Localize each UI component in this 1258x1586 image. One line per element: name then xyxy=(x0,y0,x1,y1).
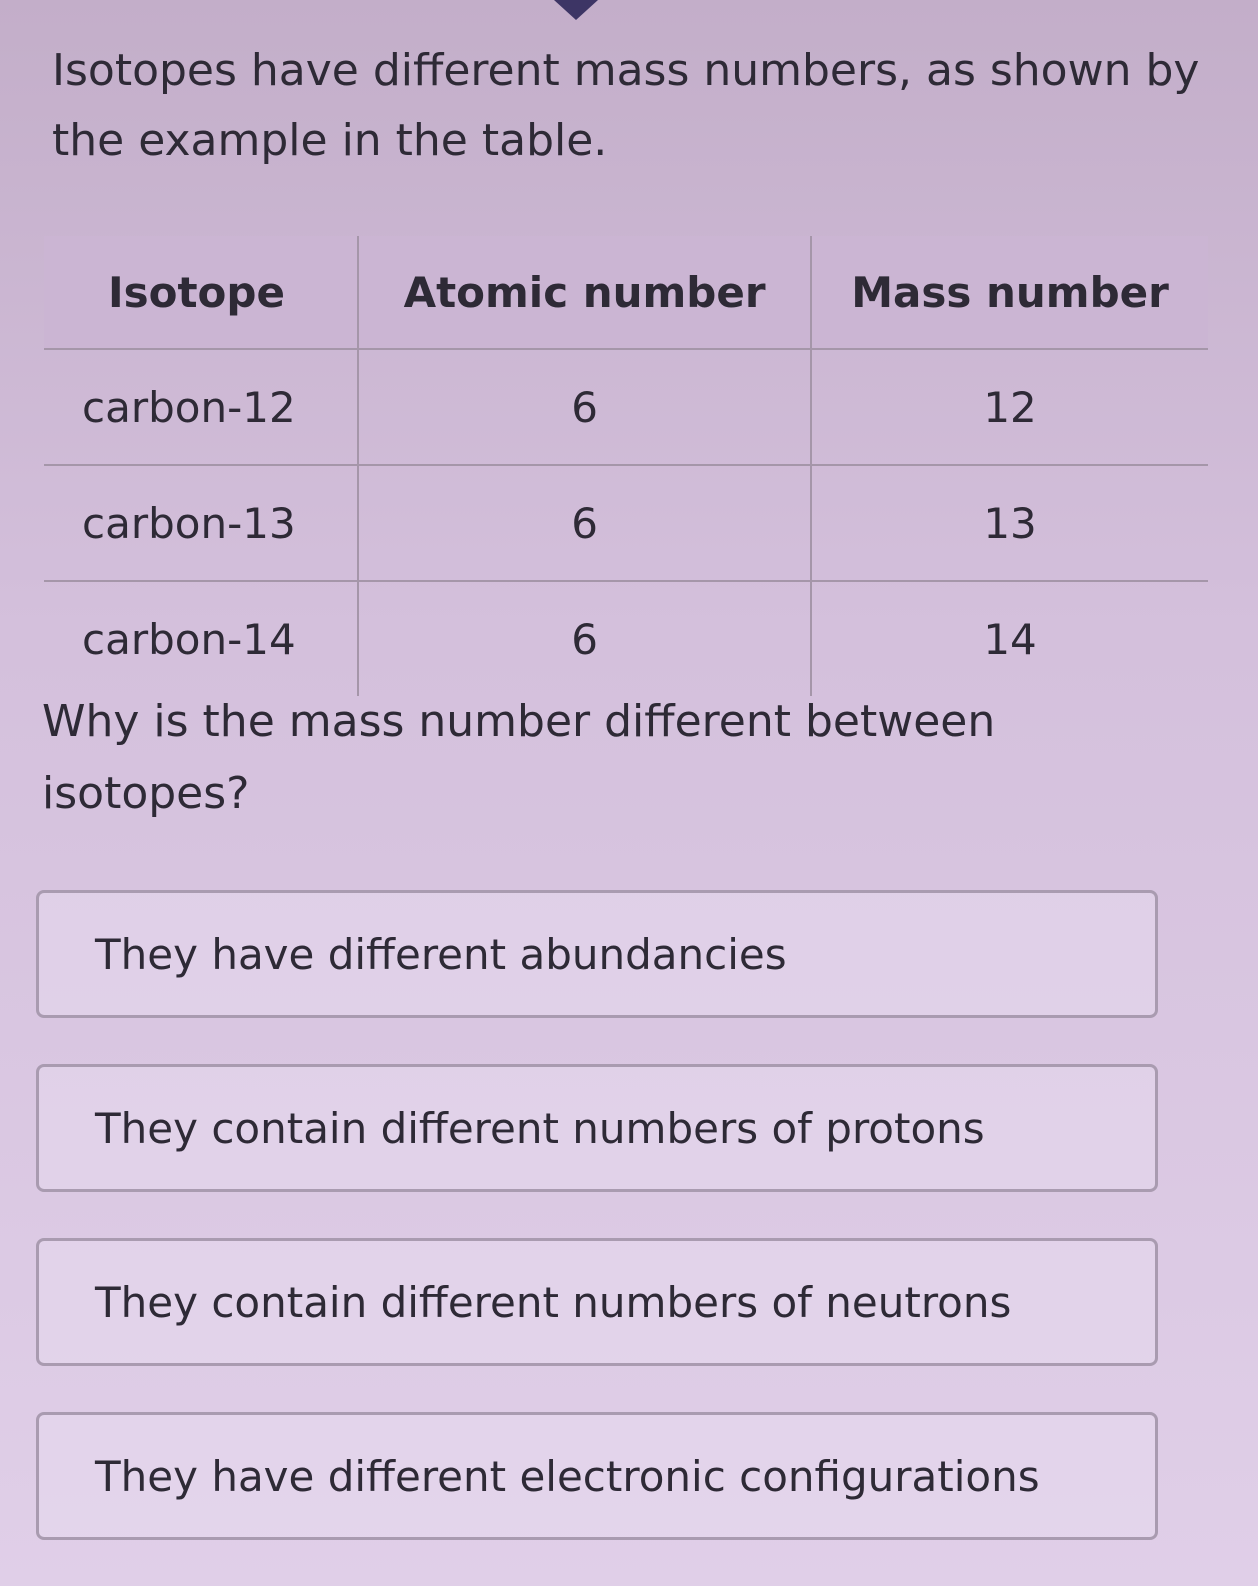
cell-mass-number: 14 xyxy=(811,581,1208,696)
question-text: Why is the mass number different between isotopes? xyxy=(42,696,996,819)
table-row xyxy=(44,465,1208,581)
isotope-table xyxy=(44,236,1208,696)
cell-isotope: carbon-14 xyxy=(44,581,358,696)
cell-isotope: carbon-12 xyxy=(44,349,358,465)
cell-atomic-number: 6 xyxy=(358,349,811,465)
cell-mass-number: 13 xyxy=(811,465,1208,581)
table-row xyxy=(44,349,1208,465)
cell-atomic-number: 6 xyxy=(358,465,811,581)
answer-option-4[interactable]: They have different electronic configurations xyxy=(36,1412,1158,1540)
answer-option-3[interactable]: They contain different numbers of neutrons xyxy=(36,1238,1158,1366)
tooltip-pointer-icon xyxy=(554,0,598,20)
table-row xyxy=(44,581,1208,696)
cell-atomic-number: 6 xyxy=(358,581,811,696)
header-mass-number: Mass number xyxy=(811,236,1208,349)
cell-mass-number: 12 xyxy=(811,349,1208,465)
header-atomic-number: Atomic number xyxy=(358,236,811,349)
answer-option-2[interactable]: They contain different numbers of protons xyxy=(36,1064,1158,1192)
answer-option-1[interactable]: They have different abundancies xyxy=(36,890,1158,1018)
cell-isotope: carbon-13 xyxy=(44,465,358,581)
header-isotope: Isotope xyxy=(44,236,358,349)
intro-text: Isotopes have different mass numbers, as shown by the example in the table. xyxy=(52,45,1200,166)
table-header-row xyxy=(44,236,1208,349)
